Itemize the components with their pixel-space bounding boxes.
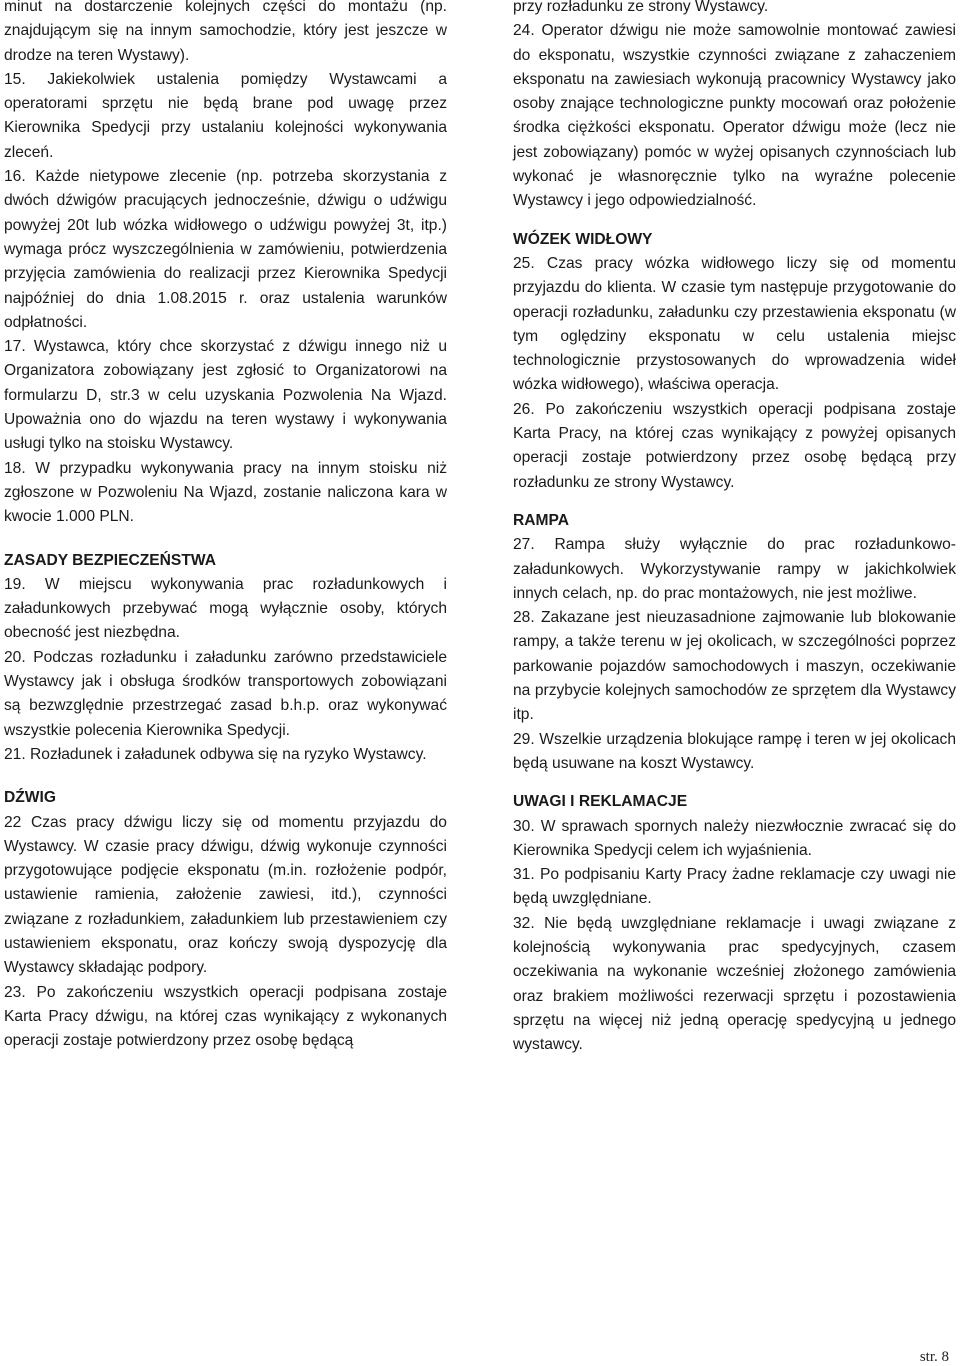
paragraph: 25. Czas pracy wózka widłowego liczy się od momentu przyjazdu do klienta. W czasie tym następuje przygotowanie do operacji rozładunku, załadunku czy przestawienia eksponatu (w tym oględziny eksponatu w celu ustalenia miejsc technologicznie przystosowanych do wprowadzenia wideł wózka widłowego), właściwa operacja. [513, 254, 956, 394]
paragraph: 24. Operator dźwigu nie może samowolnie montować zawiesi do eksponatu, wszystkie czynności związane z zahaczeniem eksponatu na zawiesiach wykonują pracownicy Wystawcy jako osoby znające technologiczne punkty mocowań oraz położenie środka ciężkości eksponatu. Operator dźwigu może (lecz nie jest zobowiązany) pomóc w wyżej opisanych czynnościach lub wykonać je własnoręcznie tylko na wyraźne polecenie Wystawcy i jego odpowiedzialność. [513, 22, 956, 210]
paragraph: minut na dostarczenie kolejnych części do montażu (np. znajdującym się na innym samochodzie, który jest jeszcze w drodze na teren Wystawy). [4, 0, 447, 64]
paragraph: 20. Podczas rozładunku i załadunku zarówno przedstawiciele Wystawcy jak i obsługa środków transportowych zobowiązani są bezwzględnie przestrzegać zasad b.h.p. oraz wykonywać wszystkie polecenia Kierownika Spedycji. [4, 648, 447, 739]
section-heading-forklift: WÓZEK WIDŁOWY [513, 230, 653, 248]
paragraph: 26. Po zakończeniu wszystkich operacji podpisana zostaje Karta Pracy, na której czas wynikający z powyżej opisanych operacji zostaje potwierdzony przez osobę będącą przy rozładunku ze strony Wystawcy. [513, 400, 956, 491]
paragraph: 23. Po zakończeniu wszystkich operacji podpisana zostaje Karta Pracy dźwigu, na której czas wynikający z wykonanych operacji zostaje potwierdzony przez osobę będącą [4, 983, 447, 1050]
section-spacer [513, 214, 956, 228]
paragraph: 29. Wszelkie urządzenia blokujące rampę i teren w jej okolicach będą usuwane na koszt Wystawcy. [513, 730, 956, 772]
section-heading-ramp: RAMPA [513, 511, 570, 529]
paragraph: 22 Czas pracy dźwigu liczy się od momentu przyjazdu do Wystawcy. W czasie pracy dźwigu, dźwig wykonuje czynności przygotowujące podjęcie eksponatu (m.in. rozłożenie podpór, ustawienie ramienia, założenie zawiesi, itd.), czynności związane z rozładunkiem, załadunkiem lub przestawieniem czy ustawieniem eksponatu, oraz kończy swoją dyspozycję dla Wystawcy składając podpory. [4, 813, 447, 977]
section-heading-crane: DŹWIG [4, 789, 56, 807]
section-spacer [513, 495, 956, 509]
section-heading-complaints: UWAGI I REKLAMACJE [513, 793, 688, 811]
paragraph: 30. W sprawach spornych należy niezwłocznie zwracać się do Kierownika Spedycji celem ich wyjaśnienia. [513, 817, 956, 859]
paragraph: 27. Rampa służy wyłącznie do prac rozładunkowo-załadunkowych. Wykorzystywanie rampy w jakichkolwiek innych celach, np. do prac montażowych, nie jest możliwe. [513, 536, 956, 602]
right-column [513, 0, 956, 1057]
page-number: str. 8 [919, 1349, 949, 1365]
paragraph: przy rozładunku ze strony Wystawcy. [513, 0, 769, 15]
paragraph: 17. Wystawca, który chce skorzystać z dźwigu innego niż u Organizatora zobowiązany jest zgłosić to Organizatorowi na formularzu D, str.3 w celu uzyskania Pozwolenia Na Wjazd. Upoważnia ono do wjazdu na teren wystawy i wykonywania usługi tylko na stoisku Wystawcy. [4, 338, 447, 453]
paragraph: 15. Jakiekolwiek ustalenia pomiędzy Wystawcami a operatorami sprzętu nie będą brane pod uwagę przez Kierownika Spedycji przy ustalaniu kolejności wykonywania zleceń. [4, 70, 447, 161]
left-column [4, 0, 447, 1053]
paragraph: 16. Każde nietypowe zlecenie (np. potrzeba skorzystania z dwóch dźwigów pracujących jednocześnie, dźwigu o udźwigu powyżej 20t lub wózka widłowego o udźwigu powyżej 3t, itp.) wymaga prócz wyszczególnienia w zamówieniu, potwierdzenia przyjęcia zamówienia do realizacji przez Kierownika Spedycji najpóźniej do dnia 1.08.2015 r. oraz ustalenia warunków odpłatności. [4, 168, 447, 331]
section-spacer [4, 767, 447, 786]
paragraph: 28. Zakazane jest nieuzasadnione zajmowanie lub blokowanie rampy, a także terenu w jej okolicach, w szczególności poprzez parkowanie pojazdów samochodowych i maszyn, oczekiwanie na przybycie kolejnych samochodów ze sprzętem dla Wystawcy itp. [513, 609, 956, 724]
section-spacer [513, 776, 956, 790]
section-heading-safety: ZASADY BEZPIECZEŃSTWA [4, 551, 216, 569]
paragraph: 21. Rozładunek i załadunek odbywa się na ryzyko Wystawcy. [4, 745, 427, 763]
section-spacer [4, 530, 447, 549]
paragraph: 32. Nie będą uwzględniane reklamacje i uwagi związane z kolejnością wykonywania prac spedycyjnych, czasem oczekiwania na wykonanie wcześniej złożonego zamówienia oraz brakiem możliwości rezerwacji sprzętu i pozostawienia sprzętu na więcej niż jedną operację spedycyjną u jednego wystawcy. [513, 914, 956, 1054]
paragraph: 18. W przypadku wykonywania pracy na innym stoisku niż zgłoszone w Pozwoleniu Na Wjazd, zostanie naliczona kara w kwocie 1.000 PLN. [4, 459, 447, 526]
paragraph: 31. Po podpisaniu Karty Pracy żadne reklamacje czy uwagi nie będą uwzględniane. [513, 866, 956, 908]
paragraph: 19. W miejscu wykonywania prac rozładunkowych i załadunkowych przebywać mogą wyłącznie osoby, których obecność jest niezbędna. [4, 575, 447, 642]
